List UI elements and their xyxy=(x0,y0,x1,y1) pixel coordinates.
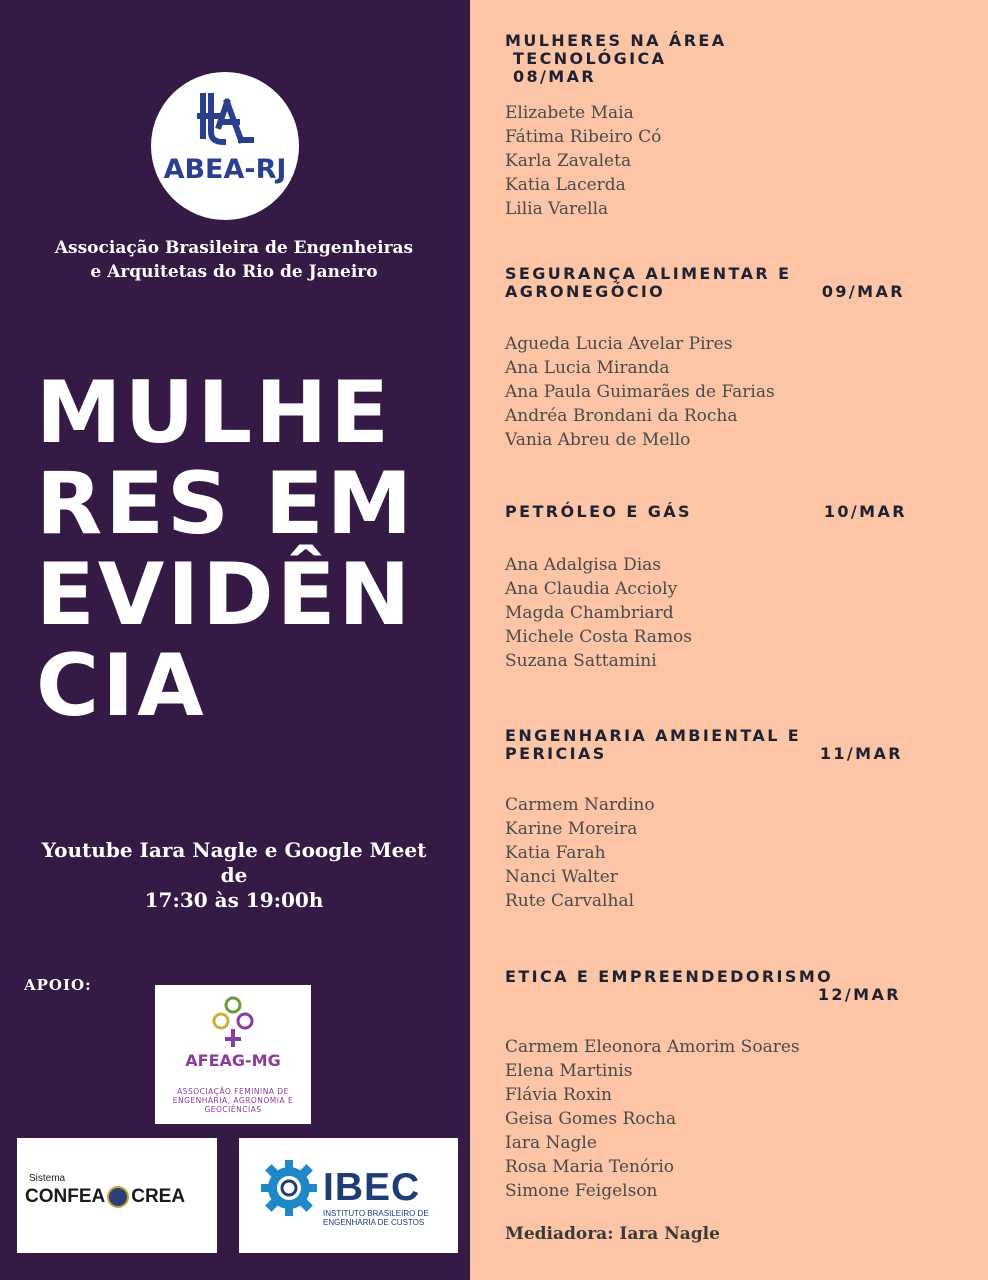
stream-time: 17:30 às 19:00h xyxy=(144,888,324,912)
abea-rj-logo xyxy=(151,72,299,220)
speaker-name: Rute Carvalhal xyxy=(505,891,635,911)
speaker-name: Ana Lucia Miranda xyxy=(505,358,670,378)
speaker-name: Elizabete Maia xyxy=(505,103,634,123)
speaker-name: Fátima Ribeiro Có xyxy=(505,127,662,147)
session-tech xyxy=(505,32,925,221)
session-date: 11/MAR xyxy=(819,744,903,763)
session-oil-gas xyxy=(505,503,907,673)
speaker-name: Lilia Varella xyxy=(505,199,609,219)
session-title xyxy=(505,968,901,1004)
session-title-line: SEGURANÇA ALIMENTAR E xyxy=(505,264,792,283)
speaker-name: Iara Nagle xyxy=(505,1133,597,1153)
session-title xyxy=(505,265,905,301)
afeag-gears-icon xyxy=(207,995,259,1049)
session-date: 08/MAR xyxy=(505,67,597,86)
afeag-name: AFEAG-MG xyxy=(185,1051,281,1070)
speaker-list xyxy=(505,332,905,452)
session-title xyxy=(505,727,903,763)
moderator: Mediadora: Iara Nagle xyxy=(505,1224,720,1244)
session-date: 12/MAR xyxy=(817,985,901,1004)
speaker-name: Ana Claudia Accioly xyxy=(505,579,678,599)
organization-name xyxy=(30,236,438,284)
speaker-list xyxy=(505,101,925,221)
abea-monogram-icon xyxy=(197,92,255,148)
confea-wordmark xyxy=(25,1186,185,1208)
title-line: MULHE xyxy=(36,363,392,463)
afeag-subtitle xyxy=(159,1087,307,1114)
ibec-subtitle xyxy=(323,1209,429,1227)
session-title xyxy=(505,32,925,86)
session-title-row xyxy=(505,745,903,763)
session-title-line: PETRÓLEO E GÁS xyxy=(505,502,692,521)
session-title-line: TECNOLÓGICA xyxy=(505,49,667,68)
confea-word: CONFEA xyxy=(25,1186,106,1207)
speaker-name: Karine Moreira xyxy=(505,819,638,839)
ibec-sub-line: ENGENHARIA DE CUSTOS xyxy=(323,1218,425,1227)
left-panel xyxy=(0,0,470,1280)
speaker-name: Katia Lacerda xyxy=(505,175,626,195)
afeag-sub-line: ENGENHARIA, AGRONOMIA E xyxy=(172,1096,294,1105)
title-line: RES EM xyxy=(36,454,416,554)
apoio-label: APOIO: xyxy=(24,976,92,994)
session-environmental xyxy=(505,727,903,913)
speaker-name: Carmem Nardino xyxy=(505,795,655,815)
event-title xyxy=(36,363,456,736)
session-food-security xyxy=(505,265,905,452)
speaker-name: Elena Martinis xyxy=(505,1061,633,1081)
speaker-name: Andréa Brondani da Rocha xyxy=(505,406,738,426)
org-name-line: e Arquitetas do Rio de Janeiro xyxy=(90,262,378,282)
stream-connector: de xyxy=(220,863,248,887)
speaker-list xyxy=(505,553,907,673)
stream-info xyxy=(20,838,448,913)
speaker-name: Rosa Maria Tenório xyxy=(505,1157,675,1177)
session-title-row xyxy=(505,283,905,301)
org-name-line: Associação Brasileira de Engenheiras xyxy=(54,238,414,258)
speaker-name: Vania Abreu de Mello xyxy=(505,430,691,450)
speaker-name: Michele Costa Ramos xyxy=(505,627,693,647)
speaker-name: Carmem Eleonora Amorim Soares xyxy=(505,1037,800,1057)
session-title-line: ENGENHARIA AMBIENTAL E xyxy=(505,726,802,745)
confea-sistema: Sistema xyxy=(29,1173,66,1184)
session-title-row xyxy=(505,503,907,521)
speaker-list xyxy=(505,793,903,913)
speaker-name: Ana Adalgisa Dias xyxy=(505,555,662,575)
stream-platforms: Youtube Iara Nagle e Google Meet xyxy=(41,838,427,862)
session-title-line: AGRONEGÓCIO xyxy=(505,282,666,301)
title-line: CIA xyxy=(36,636,207,736)
confea-seal-icon xyxy=(107,1186,129,1208)
afeag-sub-line: ASSOCIAÇÃO FEMININA DE xyxy=(177,1087,289,1096)
speaker-list xyxy=(505,1035,901,1203)
session-title xyxy=(505,503,907,521)
session-date: 09/MAR xyxy=(821,282,905,301)
session-title-line: PERICIAS xyxy=(505,744,607,763)
speaker-name: Agueda Lucia Avelar Pires xyxy=(505,334,733,354)
session-title-line: ETICA E EMPREENDEDORISMO xyxy=(505,967,834,986)
speaker-name: Magda Chambriard xyxy=(505,603,674,623)
speaker-name: Ana Paula Guimarães de Farias xyxy=(505,382,775,402)
session-date: 10/MAR xyxy=(823,502,907,521)
ibec-sub-line: INSTITUTO BRASILEIRO DE xyxy=(323,1209,429,1218)
ibec-logo xyxy=(239,1138,458,1253)
session-title-line: MULHERES NA ÁREA xyxy=(505,31,727,50)
speaker-name: Simone Feigelson xyxy=(505,1181,658,1201)
speaker-name: Nanci Walter xyxy=(505,867,618,887)
title-line: EVIDÊN xyxy=(36,545,414,645)
confea-crea-logo xyxy=(17,1138,217,1253)
ibec-name: IBEC xyxy=(323,1166,421,1209)
crea-word: CREA xyxy=(131,1186,186,1207)
speaker-name: Katia Farah xyxy=(505,843,606,863)
session-ethics xyxy=(505,968,901,1203)
speaker-name: Flávia Roxin xyxy=(505,1085,612,1105)
logo-text: ABEA-RJ xyxy=(163,154,287,185)
afeag-mg-logo xyxy=(155,985,311,1124)
speaker-name: Karla Zavaleta xyxy=(505,151,632,171)
ibec-gear-icon xyxy=(261,1160,317,1216)
speaker-name: Suzana Sattamini xyxy=(505,651,657,671)
afeag-sub-line: GEOCIÊNCIAS xyxy=(204,1105,262,1114)
speaker-name: Geisa Gomes Rocha xyxy=(505,1109,677,1129)
